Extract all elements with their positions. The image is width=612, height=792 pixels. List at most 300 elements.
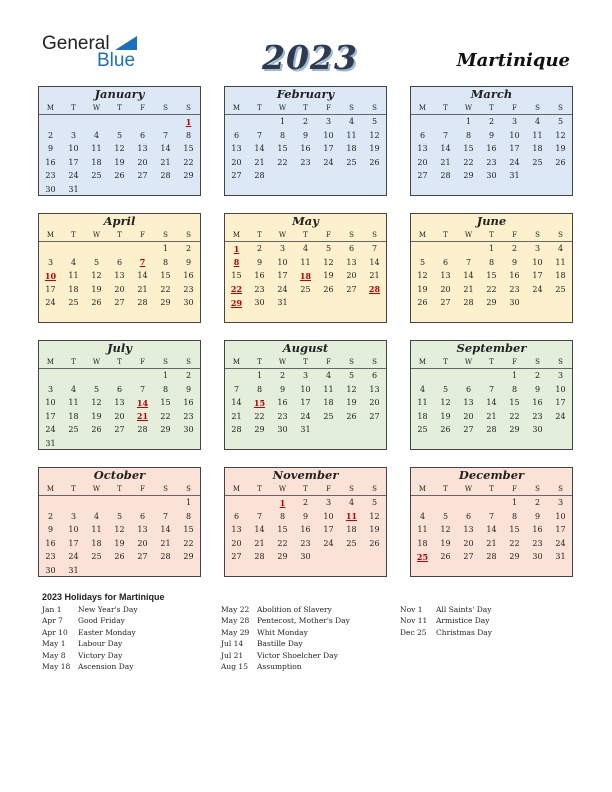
holiday-day: 10 bbox=[44, 270, 57, 281]
weekday-header: S bbox=[558, 103, 563, 112]
empty-cell bbox=[363, 423, 386, 437]
empty-cell bbox=[411, 115, 434, 129]
empty-cell bbox=[62, 115, 85, 129]
day-cell: 2 bbox=[185, 244, 192, 254]
day-cell: 22 bbox=[160, 411, 171, 421]
empty-cell bbox=[340, 437, 363, 451]
day-cell: 28 bbox=[254, 552, 265, 562]
day-cell: 22 bbox=[183, 538, 194, 548]
holiday-entry bbox=[400, 605, 492, 616]
empty-cell bbox=[177, 564, 200, 578]
day-cell: 2 bbox=[47, 130, 54, 140]
day-cell: 11 bbox=[532, 130, 543, 140]
day-cell: 18 bbox=[555, 271, 566, 281]
day-cell: 26 bbox=[323, 284, 334, 294]
day-cell: 30 bbox=[300, 552, 311, 562]
weekday-header: S bbox=[163, 230, 168, 239]
weekday-header: M bbox=[232, 103, 241, 112]
empty-cell bbox=[363, 183, 386, 197]
month-july bbox=[38, 340, 201, 450]
empty-cell bbox=[363, 564, 386, 578]
day-cell: 3 bbox=[302, 371, 309, 381]
empty-cell bbox=[108, 437, 131, 451]
empty-cell bbox=[131, 310, 154, 324]
day-cell: 5 bbox=[93, 384, 100, 394]
weekday-header: T bbox=[71, 230, 76, 239]
day-cell: 19 bbox=[346, 398, 357, 408]
empty-cell bbox=[363, 169, 386, 183]
holiday-date: Nov 1 bbox=[400, 605, 423, 614]
weekday-header: W bbox=[278, 484, 287, 493]
day-cell: 26 bbox=[440, 552, 451, 562]
empty-cell bbox=[154, 496, 177, 510]
day-cell: 16 bbox=[277, 398, 288, 408]
day-cell: 4 bbox=[302, 244, 309, 254]
holiday-name: All Saints' Day bbox=[436, 605, 492, 614]
weekday-header: F bbox=[140, 484, 145, 493]
holiday-day: 15 bbox=[253, 397, 266, 408]
empty-cell bbox=[62, 242, 85, 256]
day-cell: 31 bbox=[555, 552, 566, 562]
day-cell: 26 bbox=[114, 552, 125, 562]
empty-cell bbox=[317, 169, 340, 183]
day-cell: 20 bbox=[417, 157, 428, 167]
empty-cell bbox=[480, 183, 503, 197]
day-cell: 6 bbox=[465, 511, 472, 521]
month-october bbox=[38, 467, 201, 577]
day-cell: 22 bbox=[463, 157, 474, 167]
day-cell: 1 bbox=[511, 371, 518, 381]
day-cell bbox=[131, 256, 154, 270]
month-name: October bbox=[93, 468, 146, 482]
weekday-header: S bbox=[186, 484, 191, 493]
day-cell: 20 bbox=[137, 157, 148, 167]
day-cell: 16 bbox=[45, 157, 56, 167]
empty-cell bbox=[411, 496, 434, 510]
empty-cell bbox=[131, 242, 154, 256]
holiday-name: Good Friday bbox=[78, 616, 125, 626]
day-cell: 24 bbox=[68, 171, 79, 181]
holiday-date: Dec 25 bbox=[400, 627, 427, 637]
day-cell: 22 bbox=[277, 157, 288, 167]
day-cell: 2 bbox=[185, 371, 192, 381]
day-cell: 6 bbox=[139, 511, 146, 521]
day-cell: 21 bbox=[254, 157, 265, 167]
day-cell: 14 bbox=[137, 271, 148, 281]
day-cell: 27 bbox=[463, 425, 474, 435]
weekday-header: M bbox=[46, 230, 55, 239]
month-name: May bbox=[292, 214, 319, 228]
empty-cell bbox=[317, 564, 340, 578]
day-cell: 20 bbox=[463, 411, 474, 421]
day-cell: 8 bbox=[185, 511, 192, 521]
day-cell: 12 bbox=[346, 384, 357, 394]
empty-cell bbox=[154, 437, 177, 451]
holiday-column bbox=[400, 605, 492, 639]
weekday-header: F bbox=[326, 103, 331, 112]
holiday-name: Abolition of Slavery bbox=[257, 605, 332, 614]
weekday-header: S bbox=[163, 103, 168, 112]
empty-cell bbox=[340, 550, 363, 564]
empty-cell bbox=[271, 564, 294, 578]
holiday-entry bbox=[42, 651, 138, 662]
day-cell: 27 bbox=[114, 298, 125, 308]
day-cell: 6 bbox=[348, 244, 355, 254]
day-cell: 11 bbox=[555, 257, 566, 267]
empty-cell bbox=[457, 183, 480, 197]
holiday-entry bbox=[221, 605, 350, 616]
month-december bbox=[410, 467, 573, 577]
day-cell: 1 bbox=[185, 498, 192, 508]
day-cell: 5 bbox=[371, 498, 378, 508]
day-cell: 30 bbox=[532, 425, 543, 435]
day-cell bbox=[294, 269, 317, 283]
day-cell: 25 bbox=[91, 552, 102, 562]
day-cell: 10 bbox=[323, 130, 334, 140]
day-cell: 1 bbox=[511, 498, 518, 508]
day-cell: 2 bbox=[302, 498, 309, 508]
weekday-header: W bbox=[464, 103, 473, 112]
day-cell: 31 bbox=[68, 565, 79, 575]
weekday-header: F bbox=[326, 484, 331, 493]
day-cell: 9 bbox=[488, 130, 495, 140]
day-cell: 26 bbox=[369, 538, 380, 548]
day-cell: 23 bbox=[254, 284, 265, 294]
day-cell: 3 bbox=[47, 257, 54, 267]
day-cell: 15 bbox=[160, 271, 171, 281]
holiday-date: Jan 1 bbox=[42, 605, 62, 614]
empty-cell bbox=[294, 437, 317, 451]
day-cell: 6 bbox=[465, 384, 472, 394]
day-cell: 7 bbox=[371, 244, 378, 254]
day-cell: 21 bbox=[440, 157, 451, 167]
holiday-day: 18 bbox=[299, 270, 312, 281]
day-cell: 5 bbox=[116, 130, 123, 140]
empty-cell bbox=[434, 369, 457, 383]
day-cell: 31 bbox=[300, 425, 311, 435]
day-cell: 13 bbox=[369, 384, 380, 394]
day-cell: 24 bbox=[509, 157, 520, 167]
holiday-day: 22 bbox=[230, 284, 243, 295]
day-cell: 15 bbox=[486, 271, 497, 281]
day-cell: 3 bbox=[47, 384, 54, 394]
day-cell: 26 bbox=[555, 157, 566, 167]
day-cell: 26 bbox=[346, 411, 357, 421]
empty-cell bbox=[503, 310, 526, 324]
month-april bbox=[38, 213, 201, 323]
empty-cell bbox=[340, 169, 363, 183]
day-cell: 15 bbox=[183, 525, 194, 535]
empty-cell bbox=[225, 115, 248, 129]
month-name: December bbox=[458, 468, 525, 482]
day-cell: 27 bbox=[463, 552, 474, 562]
day-cell: 9 bbox=[256, 257, 263, 267]
day-cell: 14 bbox=[231, 398, 242, 408]
empty-cell bbox=[62, 437, 85, 451]
weekday-header: W bbox=[92, 103, 101, 112]
weekday-header: S bbox=[535, 103, 540, 112]
day-cell: 6 bbox=[442, 257, 449, 267]
weekday-header: M bbox=[418, 357, 427, 366]
day-cell: 29 bbox=[509, 552, 520, 562]
weekday-header: T bbox=[257, 357, 262, 366]
empty-cell bbox=[248, 437, 271, 451]
holiday-day: 8 bbox=[233, 257, 240, 268]
day-cell: 1 bbox=[465, 117, 472, 127]
logo-text-blue: Blue bbox=[97, 50, 136, 71]
empty-cell bbox=[271, 169, 294, 183]
holiday-name: Bastille Day bbox=[257, 639, 303, 649]
holiday-entry bbox=[42, 662, 138, 673]
day-cell: 9 bbox=[47, 525, 54, 535]
empty-cell bbox=[271, 437, 294, 451]
empty-cell bbox=[177, 437, 200, 451]
day-cell: 1 bbox=[488, 244, 495, 254]
weekday-header: T bbox=[117, 230, 122, 239]
day-cell: 19 bbox=[369, 144, 380, 154]
day-cell: 17 bbox=[45, 411, 56, 421]
weekday-header: W bbox=[464, 484, 473, 493]
month-august bbox=[224, 340, 387, 450]
empty-cell bbox=[457, 242, 480, 256]
empty-cell bbox=[549, 564, 572, 578]
empty-cell bbox=[154, 310, 177, 324]
empty-cell bbox=[434, 183, 457, 197]
empty-cell bbox=[225, 183, 248, 197]
empty-cell bbox=[480, 369, 503, 383]
day-cell: 2 bbox=[256, 244, 263, 254]
day-cell: 2 bbox=[302, 117, 309, 127]
empty-cell bbox=[526, 437, 549, 451]
empty-cell bbox=[457, 310, 480, 324]
day-cell: 30 bbox=[486, 171, 497, 181]
day-cell: 13 bbox=[417, 144, 428, 154]
weekday-header: T bbox=[117, 103, 122, 112]
day-cell: 15 bbox=[463, 144, 474, 154]
day-cell: 30 bbox=[183, 425, 194, 435]
day-cell: 12 bbox=[91, 398, 102, 408]
holiday-day: 1 bbox=[185, 116, 192, 127]
weekday-header: S bbox=[535, 357, 540, 366]
day-cell: 26 bbox=[114, 171, 125, 181]
month-september bbox=[410, 340, 573, 450]
weekday-header: S bbox=[558, 484, 563, 493]
empty-cell bbox=[154, 564, 177, 578]
empty-cell bbox=[340, 296, 363, 310]
day-cell: 13 bbox=[231, 525, 242, 535]
empty-cell bbox=[131, 496, 154, 510]
day-cell: 9 bbox=[47, 144, 54, 154]
day-cell: 18 bbox=[346, 525, 357, 535]
day-cell: 18 bbox=[417, 411, 428, 421]
day-cell: 13 bbox=[463, 525, 474, 535]
day-cell: 26 bbox=[91, 298, 102, 308]
day-cell: 16 bbox=[45, 538, 56, 548]
empty-cell bbox=[526, 183, 549, 197]
day-cell: 28 bbox=[231, 425, 242, 435]
weekday-header: T bbox=[71, 357, 76, 366]
day-cell: 21 bbox=[369, 271, 380, 281]
day-cell: 21 bbox=[254, 538, 265, 548]
day-cell: 8 bbox=[162, 384, 169, 394]
holiday-name: Easter Monday bbox=[78, 627, 136, 637]
empty-cell bbox=[434, 564, 457, 578]
day-cell: 24 bbox=[277, 284, 288, 294]
weekday-header: F bbox=[140, 357, 145, 366]
day-cell: 14 bbox=[440, 144, 451, 154]
day-cell: 31 bbox=[509, 171, 520, 181]
empty-cell bbox=[340, 310, 363, 324]
day-cell: 4 bbox=[534, 117, 541, 127]
day-cell: 29 bbox=[160, 298, 171, 308]
day-cell: 4 bbox=[70, 257, 77, 267]
day-cell: 14 bbox=[486, 525, 497, 535]
day-cell: 10 bbox=[555, 384, 566, 394]
day-cell: 27 bbox=[137, 171, 148, 181]
day-cell: 19 bbox=[323, 271, 334, 281]
day-cell: 25 bbox=[323, 411, 334, 421]
day-cell: 30 bbox=[183, 298, 194, 308]
day-cell: 12 bbox=[440, 525, 451, 535]
weekday-header: S bbox=[535, 484, 540, 493]
day-cell: 21 bbox=[486, 538, 497, 548]
day-cell: 10 bbox=[555, 511, 566, 521]
empty-cell bbox=[434, 310, 457, 324]
day-cell: 13 bbox=[137, 525, 148, 535]
weekday-header: M bbox=[46, 484, 55, 493]
day-cell: 28 bbox=[137, 425, 148, 435]
day-cell: 31 bbox=[68, 184, 79, 194]
empty-cell bbox=[317, 437, 340, 451]
weekday-header: T bbox=[303, 484, 308, 493]
day-cell: 9 bbox=[302, 511, 309, 521]
month-november bbox=[224, 467, 387, 577]
empty-cell bbox=[526, 169, 549, 183]
empty-cell bbox=[225, 437, 248, 451]
empty-cell bbox=[457, 564, 480, 578]
empty-cell bbox=[108, 496, 131, 510]
day-cell: 15 bbox=[509, 398, 520, 408]
empty-cell bbox=[85, 437, 108, 451]
day-cell: 23 bbox=[183, 284, 194, 294]
holiday-date: May 18 bbox=[42, 661, 71, 671]
day-cell: 7 bbox=[233, 384, 240, 394]
day-cell: 30 bbox=[509, 298, 520, 308]
day-cell: 19 bbox=[91, 284, 102, 294]
day-cell: 11 bbox=[417, 398, 428, 408]
day-cell: 21 bbox=[160, 538, 171, 548]
day-cell: 29 bbox=[183, 552, 194, 562]
day-cell: 6 bbox=[233, 511, 240, 521]
day-cell: 5 bbox=[93, 257, 100, 267]
day-cell: 26 bbox=[369, 157, 380, 167]
holiday-name: Victory Day bbox=[78, 650, 123, 660]
empty-cell bbox=[177, 310, 200, 324]
day-cell: 4 bbox=[348, 117, 355, 127]
empty-cell bbox=[363, 310, 386, 324]
day-cell: 27 bbox=[137, 552, 148, 562]
day-cell: 20 bbox=[369, 398, 380, 408]
day-cell: 27 bbox=[369, 411, 380, 421]
day-cell: 8 bbox=[279, 511, 286, 521]
day-cell: 22 bbox=[183, 157, 194, 167]
weekday-header: S bbox=[372, 103, 377, 112]
day-cell: 16 bbox=[300, 525, 311, 535]
holiday-date: Jul 14 bbox=[221, 639, 244, 649]
day-cell: 2 bbox=[534, 371, 541, 381]
empty-cell bbox=[131, 115, 154, 129]
day-cell: 17 bbox=[323, 144, 334, 154]
day-cell: 16 bbox=[254, 271, 265, 281]
empty-cell bbox=[154, 115, 177, 129]
holiday-entry bbox=[42, 639, 138, 650]
empty-cell bbox=[39, 310, 62, 324]
day-cell: 24 bbox=[532, 284, 543, 294]
day-cell: 22 bbox=[509, 411, 520, 421]
weekday-header: T bbox=[443, 357, 448, 366]
empty-cell bbox=[108, 183, 131, 197]
holiday-date: May 28 bbox=[221, 616, 250, 626]
empty-cell bbox=[526, 310, 549, 324]
month-may bbox=[224, 213, 387, 323]
holiday-day: 11 bbox=[345, 511, 358, 522]
day-cell: 2 bbox=[47, 511, 54, 521]
empty-cell bbox=[294, 310, 317, 324]
day-cell: 4 bbox=[419, 511, 426, 521]
day-cell: 8 bbox=[511, 511, 518, 521]
day-cell: 7 bbox=[256, 130, 263, 140]
day-cell: 5 bbox=[419, 257, 426, 267]
day-cell: 7 bbox=[442, 130, 449, 140]
day-cell bbox=[225, 256, 248, 270]
day-cell: 31 bbox=[45, 438, 56, 448]
day-cell: 3 bbox=[511, 117, 518, 127]
day-cell: 5 bbox=[442, 384, 449, 394]
empty-cell bbox=[294, 564, 317, 578]
holiday-date: Apr 10 bbox=[42, 627, 68, 637]
holidays-title: 2023 Holidays for Martinique bbox=[42, 592, 165, 602]
weekday-header: F bbox=[140, 230, 145, 239]
empty-cell bbox=[434, 242, 457, 256]
day-cell: 4 bbox=[325, 371, 332, 381]
day-cell: 25 bbox=[68, 425, 79, 435]
empty-cell bbox=[317, 550, 340, 564]
day-cell: 14 bbox=[369, 257, 380, 267]
day-cell bbox=[225, 242, 248, 256]
generalblue-logo bbox=[42, 33, 142, 73]
day-cell: 1 bbox=[162, 371, 169, 381]
day-cell: 3 bbox=[557, 498, 564, 508]
day-cell: 3 bbox=[325, 498, 332, 508]
day-cell: 16 bbox=[532, 525, 543, 535]
day-cell: 6 bbox=[233, 130, 240, 140]
empty-cell bbox=[85, 310, 108, 324]
empty-cell bbox=[85, 242, 108, 256]
day-cell: 28 bbox=[137, 298, 148, 308]
holiday-day: 21 bbox=[136, 411, 149, 422]
empty-cell bbox=[480, 496, 503, 510]
empty-cell bbox=[457, 496, 480, 510]
day-cell: 18 bbox=[68, 411, 79, 421]
day-cell bbox=[411, 550, 434, 564]
day-cell: 11 bbox=[91, 144, 102, 154]
day-cell: 18 bbox=[532, 144, 543, 154]
day-cell: 11 bbox=[417, 525, 428, 535]
day-cell: 3 bbox=[557, 371, 564, 381]
empty-cell bbox=[363, 296, 386, 310]
weekday-header: F bbox=[326, 357, 331, 366]
empty-cell bbox=[85, 496, 108, 510]
